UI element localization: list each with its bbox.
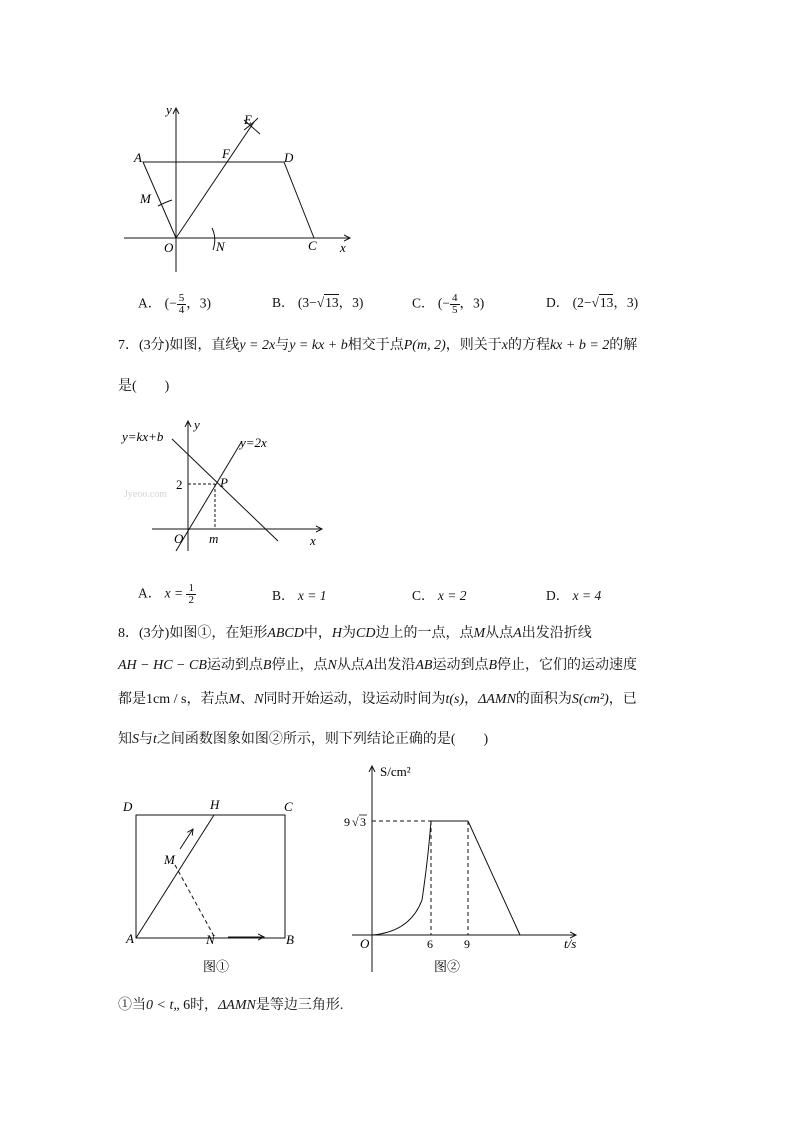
q8-fig2-9: 9 <box>464 937 470 951</box>
q7-label-2: 2 <box>176 477 183 492</box>
q8-figure-1 <box>118 795 303 980</box>
q8-fig2-t: t/s <box>564 936 577 951</box>
q8-stem-line3: 都是1cm / s，若点M、N同时开始运动，设运动时间为t(s)，ΔAMN的面积为S(cm²)，已 <box>118 692 637 707</box>
q8-statement-1: ①当0 < t„ 6时，ΔAMN是等边三角形. <box>118 998 344 1013</box>
q8-fig1-H: H <box>210 797 220 812</box>
q8-fig1-D: D <box>123 799 133 814</box>
q8-fig2-curve <box>372 821 431 935</box>
q6-label-D: D <box>284 150 294 165</box>
q7-option-a[interactable]: A． x = $\frac{1}{2}$ <box>138 582 194 606</box>
sqrt-sign: √ <box>316 295 325 310</box>
q7-option-c[interactable]: C． x = 2 <box>412 588 467 603</box>
q7-label-O: O <box>174 531 184 546</box>
q6-figure <box>118 100 358 275</box>
q7-figure <box>118 415 333 555</box>
q8-fig1-caption: 图① <box>203 959 230 974</box>
q8-arrow-M <box>180 829 193 849</box>
q8-fig2-caption: 图② <box>434 959 461 974</box>
q6-label-E: E <box>244 112 252 127</box>
q8-fig1-A: A <box>126 931 134 946</box>
q8-fig2-S: S/cm² <box>380 764 411 779</box>
q7-label-m: m <box>209 531 219 546</box>
q8-fig2-rad: 3 <box>360 815 366 829</box>
q8-stem-line4: 知S与t之间函数图象如图②所示，则下列结论正确的是( ) <box>118 732 489 747</box>
q7-stem: 7．(3分)如图，直线y = 2x与y = kx + b相交于点P(m, 2)，则关于x的方程kx + b = 2的解 <box>118 338 638 353</box>
q6-label-y: y <box>166 102 172 117</box>
q7-option-d[interactable]: D． x = 4 <box>546 588 602 603</box>
q6-option-c[interactable]: C． (− $\frac{4}{5}$ ，3) <box>412 292 485 316</box>
q6-label-O: O <box>164 240 174 255</box>
q7-label-line2: y=2x <box>240 435 267 450</box>
q7-label-line1: y=kx+b <box>122 429 164 444</box>
q6-label-C: C <box>308 238 317 253</box>
q6-label-N: N <box>216 239 225 254</box>
q8-segment-MN <box>175 865 215 938</box>
q6-parallelogram <box>143 162 314 238</box>
sqrt-sign: √ <box>591 295 599 310</box>
q8-stem-line1: 8．(3分)如图①，在矩形ABCD中，H为CD边上的一点，点M从点A出发沿折线 <box>118 626 592 641</box>
q8-fig1-C: C <box>284 799 293 814</box>
q8-rectangle <box>136 815 285 938</box>
q7-stem-line2: 是( ) <box>118 379 170 394</box>
q6-option-d[interactable]: D． (2−√13，3) <box>546 295 639 310</box>
q8-stem-line2: AH − HC − CB运动到点B停止，点N从点A出发沿AB运动到点B停止，它们的运动速度 <box>118 658 638 673</box>
q7-label-y: y <box>194 417 200 432</box>
q6-ray-OE <box>176 122 254 238</box>
q6-label-A: A <box>134 150 142 165</box>
q6-arc-N <box>212 228 215 250</box>
q8-fig2-6: 6 <box>427 937 433 951</box>
q8-fig1-M: M <box>164 852 175 867</box>
q8-fig1-B: B <box>286 932 294 947</box>
q7-label-x: x <box>310 533 316 548</box>
q6-label-F: F <box>222 146 230 161</box>
q8-fig2-val: 9 <box>344 815 350 829</box>
q8-fig2-sqrt-sign: √ <box>352 815 359 829</box>
q8-fig1-N: N <box>206 932 215 947</box>
q8-figure-2 <box>340 760 590 980</box>
q6-option-a[interactable]: A． (− $\frac{5}{4}$ ，3) <box>138 292 211 316</box>
q6-label-M: M <box>140 191 151 206</box>
q7-label-P: P <box>220 475 228 490</box>
q7-option-b[interactable]: B． x = 1 <box>272 588 327 603</box>
q8-segment-AH <box>136 815 214 938</box>
q8-fig2-descent <box>468 821 520 935</box>
q8-fig2-O: O <box>360 936 370 951</box>
q6-label-x: x <box>340 240 346 255</box>
q6-option-b[interactable]: B． (3−√13，3) <box>272 295 364 310</box>
q7-watermark: Jyeoo.com <box>124 489 168 500</box>
